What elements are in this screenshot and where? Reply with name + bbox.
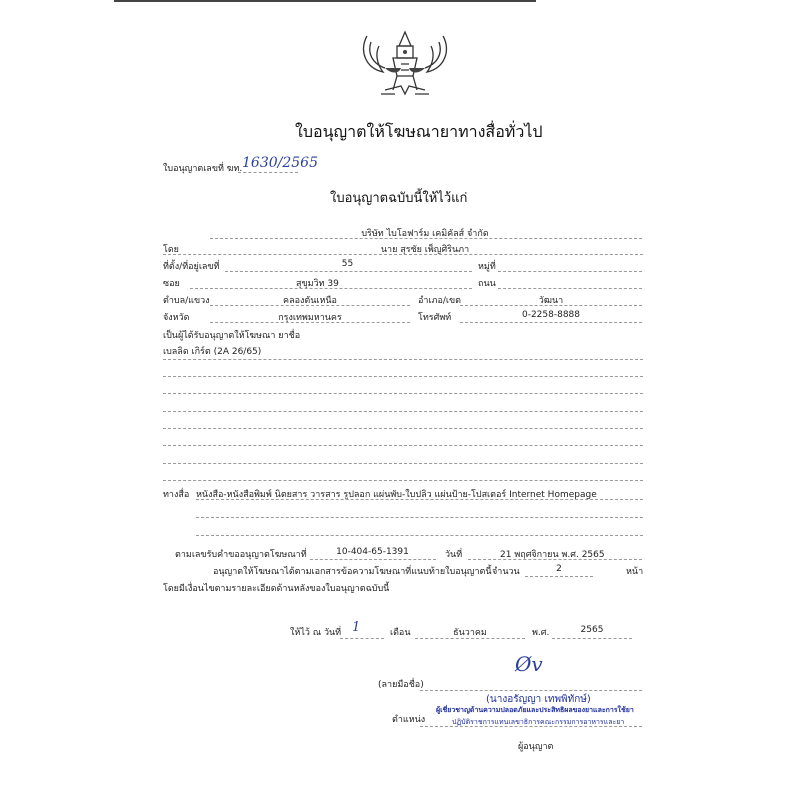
- moo-line: [498, 271, 642, 272]
- license-no-value: 1630/2565: [242, 155, 318, 171]
- company-name: บริษัท ไบโอฟาร์ม เคมิคัลส์ จำกัด: [361, 229, 489, 239]
- request-label: ตามเลขรับคำขออนุญาตโฆษณาที่: [175, 550, 307, 560]
- media-line: [196, 499, 643, 500]
- address-no-value: 55: [341, 259, 354, 269]
- blank-line: [163, 445, 643, 446]
- request-date-label: วันที่: [445, 550, 463, 560]
- soi-value: สุขุมวิท 39: [296, 279, 339, 289]
- position-line: [420, 726, 642, 727]
- phone-value: 0-2258-8888: [521, 310, 581, 320]
- issued-day-line: [340, 638, 384, 639]
- district-label: อำเภอ/เขต: [418, 296, 461, 306]
- license-no-line: [238, 172, 298, 173]
- granted-to-heading: ใบอนุญาตฉบับนี้ให้ไว้แก่: [330, 191, 468, 206]
- pages-line: [525, 576, 593, 577]
- issued-label: ให้ไว้ ณ วันที่: [290, 628, 342, 638]
- pages-unit: หน้า: [626, 567, 644, 577]
- blank-line: [163, 411, 643, 412]
- request-line: [310, 559, 436, 560]
- request-date-line: [468, 559, 642, 560]
- month-label: เดือน: [390, 628, 411, 638]
- district-line: [460, 305, 642, 306]
- position-label: ตำแหน่ง: [392, 715, 426, 725]
- drug-value: เบลลิด เกิร์ต (2A 26/65): [163, 347, 262, 357]
- signature-line: [420, 690, 642, 691]
- pages-label: จำนวน: [492, 567, 520, 577]
- by-label: โดย: [163, 245, 179, 255]
- document-title: ใบอนุญาตให้โฆษณายาทางสื่อทั่วไป: [295, 122, 543, 141]
- garuda-emblem-icon: [355, 28, 455, 108]
- signature: Øv: [515, 652, 543, 676]
- blank-line: [196, 517, 643, 518]
- by-line: [163, 254, 643, 255]
- issued-day: 1: [352, 620, 361, 635]
- month-value: ธันวาคม: [453, 628, 487, 638]
- media-label: ทางสื่อ: [163, 490, 190, 500]
- phone-label: โทรศัพท์: [418, 313, 452, 323]
- approve-text: อนุญาตให้โฆษณาได้ตามเอกสารข้อความโฆษณาที่แนบท้ายใบอนุญาตนี้: [213, 567, 492, 577]
- condition-text: โดยมีเงื่อนไขตามรายละเอียดด้านหลังของใบอนุญาตฉบับนี้: [163, 584, 390, 594]
- media-value: หนังสือ-หนังสือพิมพ์ นิตยสาร วารสาร รูปลอก แผ่นพับ-ใบปลิว แผ่นป้าย-โปสเตอร์ Internet Homepage: [196, 490, 597, 500]
- position-line2: ปฏิบัติราชการแทนเลขาธิการคณะกรรมการอาหารและยา: [452, 718, 625, 726]
- province-line: [210, 322, 410, 323]
- blank-line: [163, 393, 643, 394]
- drug-label: เป็นผู้ได้รับอนุญาตให้โฆษณา ยาชื่อ: [163, 331, 301, 341]
- year-value: 2565: [580, 625, 604, 635]
- phone-line: [460, 322, 642, 323]
- blank-line: [163, 428, 643, 429]
- soi-label: ซอย: [163, 279, 180, 289]
- district-value: วัฒนา: [538, 296, 564, 306]
- road-line: [498, 288, 642, 289]
- position-line1: ผู้เชี่ยวชาญด้านความปลอดภัยและประสิทธิผลของยาและการใช้ยา: [436, 706, 634, 714]
- signer-name: (นางอรัญญา เทพพิทักษ์): [486, 694, 591, 705]
- signature-label: (ลายมือชื่อ): [378, 680, 424, 690]
- province-value: กรุงเทพมหานคร: [278, 313, 342, 323]
- moo-label: หมู่ที่: [478, 262, 496, 272]
- address-no-line: [225, 271, 472, 272]
- address-no-label: ที่ตั้ง/ที่อยู่เลขที่: [163, 262, 220, 272]
- company-line: [210, 238, 642, 239]
- request-value: 10-404-65-1391: [336, 547, 409, 557]
- blank-line: [163, 463, 643, 464]
- road-label: ถนน: [478, 279, 496, 289]
- year-label: พ.ศ.: [532, 628, 550, 638]
- subdistrict-label: ตำบล/แขวง: [163, 296, 210, 306]
- blank-line: [196, 535, 643, 536]
- licensor-label: ผู้อนุญาต: [518, 742, 554, 752]
- request-date-value: 21 พฤศจิกายน พ.ศ. 2565: [500, 550, 605, 560]
- year-line: [552, 638, 632, 639]
- blank-line: [163, 480, 643, 481]
- province-label: จังหวัด: [163, 313, 190, 323]
- license-no-label: ใบอนุญาตเลขที่ ฆท.: [163, 164, 243, 174]
- blank-line: [163, 376, 643, 377]
- blank-line: [163, 359, 643, 360]
- month-line: [415, 638, 525, 639]
- by-value: นาย สุรชัย เพ็ญศิรินภา: [380, 245, 470, 255]
- scan-edge-line: [114, 0, 536, 2]
- pages-value: 2: [556, 564, 562, 574]
- soi-line: [190, 288, 472, 289]
- subdistrict-value: คลองตันเหนือ: [283, 296, 337, 306]
- subdistrict-line: [210, 305, 410, 306]
